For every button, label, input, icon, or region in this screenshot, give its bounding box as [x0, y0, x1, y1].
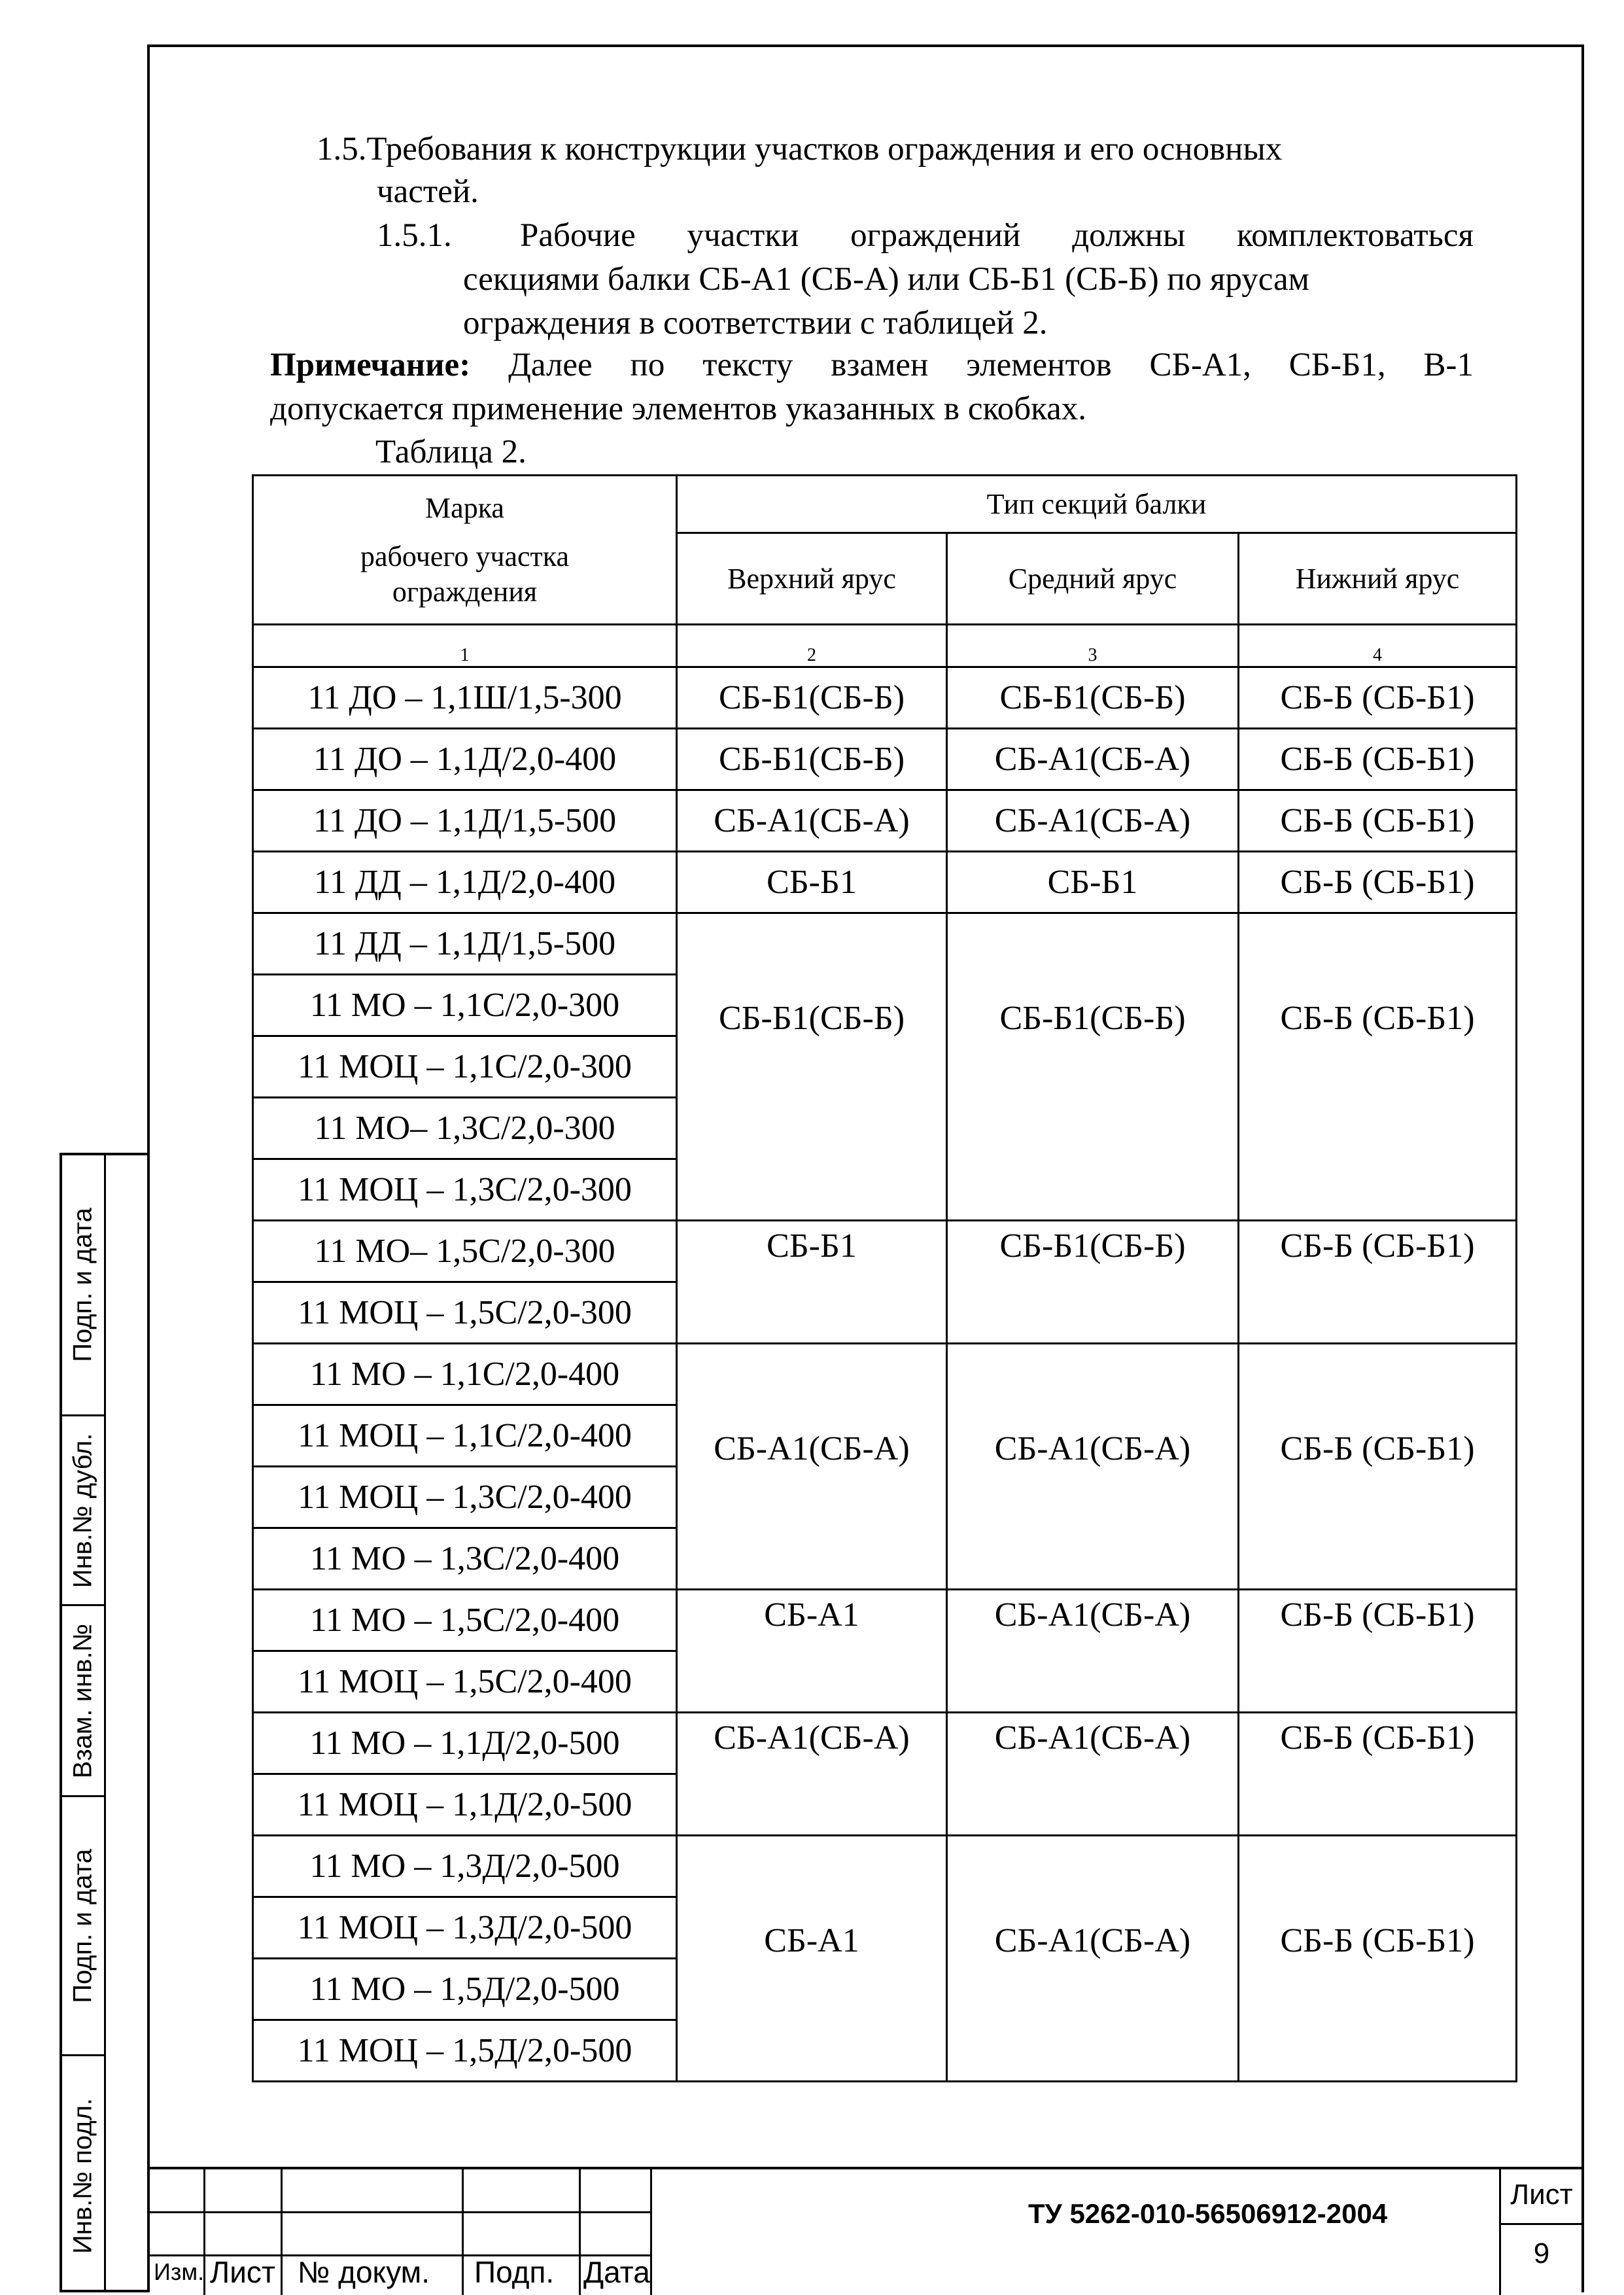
mark-cell: 11 МО – 1,1С/2,0-300	[253, 975, 677, 1036]
lower-tier-cell: СБ-Б (СБ-Б1)	[1239, 1590, 1517, 1713]
signature-date-field	[62, 1155, 104, 1414]
replaced-number-field	[62, 1604, 104, 1795]
mark-cell: 11 МО – 1,1Д/2,0-500	[253, 1713, 677, 1774]
document-code: ТУ 5262-010-56506912-2004	[1028, 2198, 1388, 2229]
lower-tier-cell: СБ-Б (СБ-Б1)	[1239, 1713, 1517, 1836]
binding-strip	[60, 1153, 148, 2292]
mark-cell: 11 МО – 1,5С/2,0-400	[253, 1590, 677, 1651]
upper-tier-cell: СБ-Б1	[677, 852, 947, 913]
table-row	[253, 1590, 1517, 1651]
middle-tier-cell: СБ-А1(СБ-А)	[947, 1836, 1239, 2082]
upper-tier-cell: СБ-Б1(СБ-Б)	[677, 667, 947, 729]
list-label: Лист	[210, 2255, 275, 2289]
mark-cell: 11 МО– 1,5С/2,0-300	[253, 1221, 677, 1282]
lower-tier-cell: СБ-Б (СБ-Б1)	[1239, 1344, 1517, 1590]
mark-cell: 11 МОЦ – 1,1С/2,0-400	[253, 1405, 677, 1467]
col3-header: Средний ярус	[947, 533, 1239, 625]
lower-tier-cell: СБ-Б (СБ-Б1)	[1239, 729, 1517, 790]
subsection-number: 1.5.1.	[377, 217, 452, 254]
table-row	[253, 1344, 1517, 1405]
section-heading: 1.5.Требования к конструкции участков ограждения и его основных	[317, 131, 1283, 167]
table-row	[253, 1221, 1517, 1282]
lower-tier-cell: СБ-Б (СБ-Б1)	[1239, 1836, 1517, 2082]
col4-header: Нижний ярус	[1239, 533, 1517, 625]
mark-cell: 11 МОЦ – 1,5Д/2,0-500	[253, 2020, 677, 2082]
middle-tier-cell: СБ-А1(СБ-А)	[947, 729, 1239, 790]
note-line-2: допускается применение элементов указанных в скобках.	[270, 391, 1087, 427]
col2-header: Верхний ярус	[677, 533, 947, 625]
upper-tier-cell: СБ-Б1(СБ-Б)	[677, 913, 947, 1221]
signature-date-field-2	[62, 1795, 104, 2054]
upper-tier-cell: СБ-А1	[677, 1590, 947, 1713]
middle-tier-cell: СБ-А1(СБ-А)	[947, 1713, 1239, 1836]
mark-cell: 11 ДД – 1,1Д/2,0-400	[253, 852, 677, 913]
middle-tier-cell: СБ-Б1	[947, 852, 1239, 913]
middle-tier-cell: СБ-А1(СБ-А)	[947, 790, 1239, 852]
date-label: Дата	[583, 2255, 650, 2289]
original-number-field	[62, 2054, 104, 2295]
upper-tier-cell: СБ-Б1(СБ-Б)	[677, 729, 947, 790]
sidebar-label: Взам. инв.№	[68, 1623, 97, 1778]
mark-cell: 11 МОЦ – 1,1Д/2,0-500	[253, 1774, 677, 1836]
doc-label: № докум.	[298, 2255, 430, 2289]
subsection-line-1: Рабочие участки ограждений должны комплектоваться	[520, 217, 1474, 254]
sidebar-label: Подп. и дата	[68, 1848, 97, 2003]
mark-cell: 11 МОЦ – 1,5С/2,0-400	[253, 1651, 677, 1713]
mark-cell: 11 МОЦ – 1,5С/2,0-300	[253, 1282, 677, 1344]
table-row	[253, 913, 1517, 975]
upper-tier-cell: СБ-А1(СБ-А)	[677, 1713, 947, 1836]
upper-tier-cell: СБ-А1	[677, 1836, 947, 2082]
mark-cell: 11 ДО – 1,1Д/1,5-500	[253, 790, 677, 852]
col-number: 2	[677, 625, 947, 667]
lower-tier-cell: СБ-Б (СБ-Б1)	[1239, 790, 1517, 852]
middle-tier-cell: СБ-Б1(СБ-Б)	[947, 1221, 1239, 1344]
middle-tier-cell: СБ-Б1(СБ-Б)	[947, 913, 1239, 1221]
table-row	[253, 790, 1517, 852]
note-line-1: Примечание: Далее по тексту взамен элементов СБ-А1, СБ-Б1, В-1	[270, 347, 1474, 383]
table-row	[253, 1713, 1517, 1774]
subsection-line-2: секциями балки СБ-А1 (СБ-А) или СБ-Б1 (СБ-Б) по ярусам	[463, 261, 1309, 298]
lower-tier-cell: СБ-Б (СБ-Б1)	[1239, 1221, 1517, 1344]
izm-label: Изм.	[154, 2258, 205, 2285]
table-caption: Таблица 2.	[375, 434, 527, 470]
mark-cell: 11 МО – 1,3С/2,0-400	[253, 1528, 677, 1590]
lower-tier-cell: СБ-Б (СБ-Б1)	[1239, 667, 1517, 729]
note-label: Примечание:	[270, 347, 471, 383]
middle-tier-cell: СБ-Б1(СБ-Б)	[947, 667, 1239, 729]
col-number: 3	[947, 625, 1239, 667]
duplicate-number-field	[62, 1414, 104, 1604]
upper-tier-cell: СБ-Б1	[677, 1221, 947, 1344]
lower-tier-cell: СБ-Б (СБ-Б1)	[1239, 913, 1517, 1221]
podp-label: Подп.	[474, 2255, 555, 2289]
table-row	[253, 852, 1517, 913]
sheet-label: Лист	[1510, 2179, 1573, 2211]
mark-cell: 11 МО– 1,3С/2,0-300	[253, 1098, 677, 1159]
mark-cell: 11 ДО – 1,1Д/2,0-400	[253, 729, 677, 790]
mark-cell: 11 МОЦ – 1,3Д/2,0-500	[253, 1897, 677, 1959]
mark-cell: 11 МОЦ – 1,3С/2,0-400	[253, 1467, 677, 1528]
col1-header: Марка рабочего участка ограждения	[253, 476, 677, 625]
mark-cell: 11 МО – 1,3Д/2,0-500	[253, 1836, 677, 1897]
section-heading-cont: частей.	[377, 173, 479, 210]
middle-tier-cell: СБ-А1(СБ-А)	[947, 1590, 1239, 1713]
upper-tier-cell: СБ-А1(СБ-А)	[677, 1344, 947, 1590]
table-2	[252, 474, 1517, 2082]
mark-cell: 11 ДО – 1,1Ш/1,5-300	[253, 667, 677, 729]
lower-tier-cell: СБ-Б (СБ-Б1)	[1239, 852, 1517, 913]
sidebar-label: Инв.№ дубл.	[68, 1433, 97, 1588]
table-row	[253, 667, 1517, 729]
sidebar-label: Инв.№ подл.	[68, 2097, 97, 2254]
mark-cell: 11 МОЦ – 1,3С/2,0-300	[253, 1159, 677, 1221]
col-number: 4	[1239, 625, 1517, 667]
sidebar-label: Подп. и дата	[68, 1208, 97, 1362]
group-header: Тип секций балки	[677, 476, 1517, 533]
mark-cell: 11 МО – 1,5Д/2,0-500	[253, 1959, 677, 2020]
col-number: 1	[253, 625, 677, 667]
mark-cell: 11 МО – 1,1С/2,0-400	[253, 1344, 677, 1405]
title-block	[150, 2167, 1584, 2295]
upper-tier-cell: СБ-А1(СБ-А)	[677, 790, 947, 852]
mark-cell: 11 ДД – 1,1Д/1,5-500	[253, 913, 677, 975]
sheet-number: 9	[1533, 2237, 1550, 2269]
subsection-line-3: ограждения в соответствии с таблицей 2.	[463, 305, 1048, 342]
middle-tier-cell: СБ-А1(СБ-А)	[947, 1344, 1239, 1590]
mark-cell: 11 МОЦ – 1,1С/2,0-300	[253, 1036, 677, 1098]
table-row	[253, 729, 1517, 790]
table-row	[253, 1836, 1517, 1897]
